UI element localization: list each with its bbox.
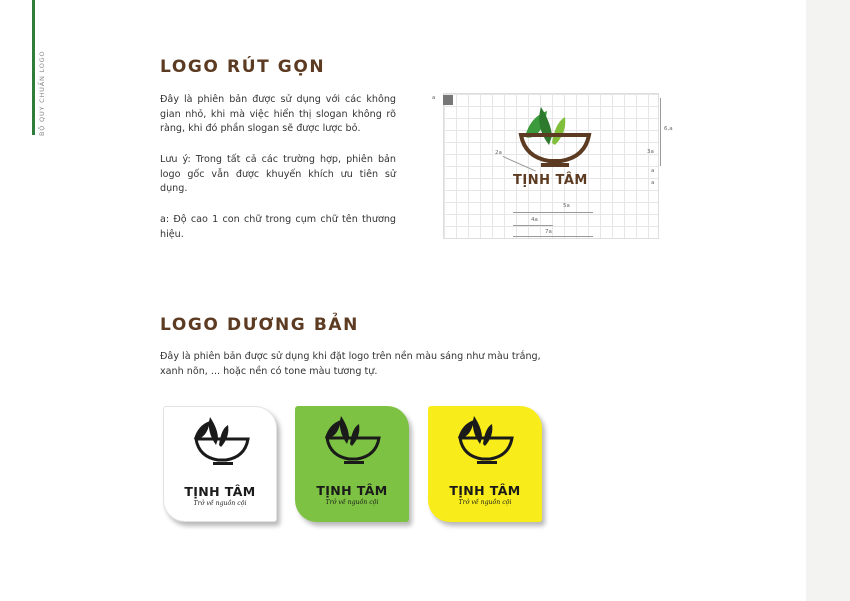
dim-label-unit: a	[432, 95, 436, 101]
dim-label-a1: a	[651, 168, 655, 174]
dim-label-4a: 4a	[531, 217, 538, 223]
accent-bar	[32, 0, 35, 135]
card-brand-name: TỊNH TÂM	[316, 483, 388, 498]
card-brand-name: TỊNH TÂM	[184, 484, 256, 499]
dim-label-5a: 5a	[563, 203, 570, 209]
card-brand-name: TỊNH TÂM	[449, 483, 521, 498]
dim-label-2a: 2a	[495, 150, 502, 156]
dim-label-7a: 7a	[545, 229, 552, 235]
card-slogan: Trở về nguồn cội	[458, 499, 512, 506]
dim-label-a2: a	[651, 180, 655, 186]
bowl-leaf-logo-icon	[450, 414, 520, 480]
dim-label-3a: 3a	[647, 149, 654, 155]
dim-line-7a	[513, 236, 593, 237]
bowl-leaf-logo-icon	[186, 415, 256, 481]
section-title-logo-duong-ban: LOGO DƯƠNG BẢN	[160, 315, 360, 335]
construction-brand-name: TỊNH TÂM	[513, 173, 588, 188]
card-slogan: Trở về nguồn cội	[325, 499, 379, 506]
card-slogan: Trở về nguồn cội	[193, 500, 247, 507]
bowl-leaf-logo-icon	[317, 414, 387, 480]
logo-card-green	[295, 406, 409, 522]
paragraph-1: Đây là phiên bản được sử dụng với các không gian nhỏ, khi mà việc hiển thị slogan không rõ ràng, khi đó phần slogan sẽ được lược bỏ.	[160, 94, 396, 135]
page-edge-strip	[806, 0, 850, 601]
paragraph-3: a: Độ cao 1 con chữ trong cụm chữ tên thương hiệu.	[160, 214, 396, 240]
sidebar-label: BỘ QUY CHUẨN LOGO	[38, 50, 46, 136]
logo-card-yellow	[428, 406, 542, 522]
dim-line-4a	[513, 225, 553, 226]
dim-line-5a	[513, 212, 593, 213]
dim-line-vertical	[660, 98, 661, 166]
section-title-logo-rut-gon: LOGO RÚT GỌN	[160, 57, 326, 77]
dim-label-6a: 6,a	[664, 126, 673, 132]
unit-square	[443, 95, 453, 105]
paragraph-2: Lưu ý: Trong tất cả các trường hợp, phiên bản logo gốc vẫn được khuyến khích ưu tiên sử dụng.	[160, 154, 396, 195]
paragraph-duong-ban: Đây là phiên bản được sử dụng khi đặt logo trên nền màu sáng như màu trắng, xanh nõn, ... hoặc nền có tone màu tương tự.	[160, 351, 541, 377]
logo-card-white	[163, 406, 277, 522]
